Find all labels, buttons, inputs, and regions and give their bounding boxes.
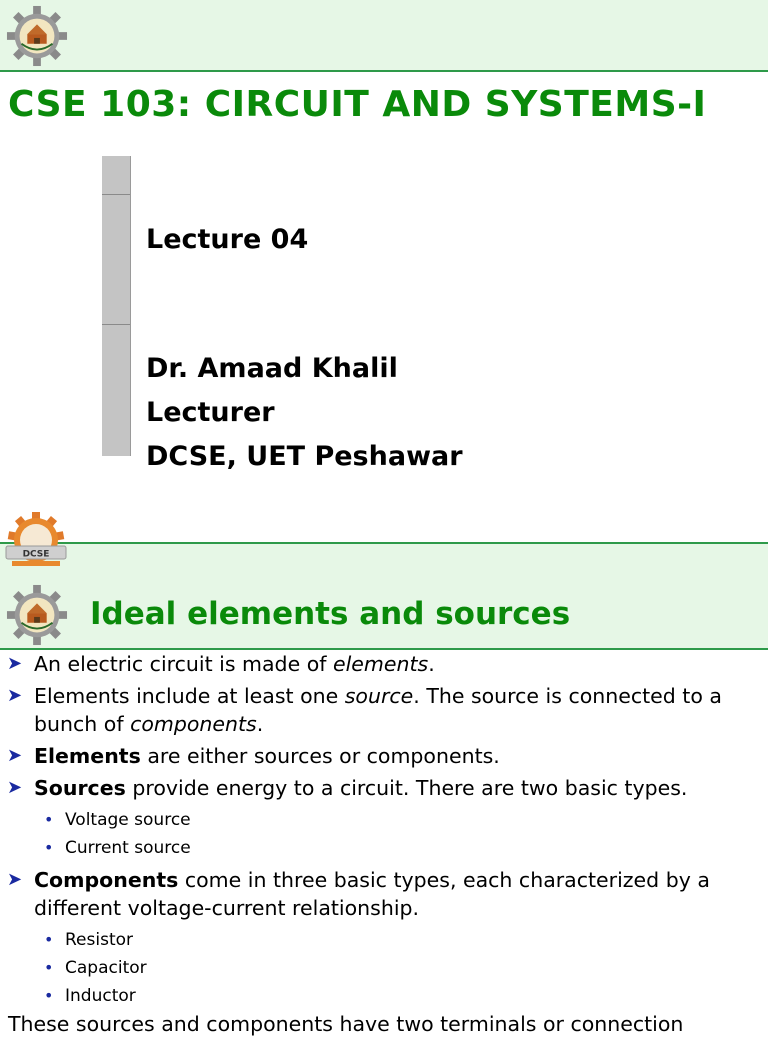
lecture-number: Lecture 04 — [146, 224, 309, 255]
slide-2-header — [0, 542, 768, 650]
instructor-role: Lecturer — [146, 397, 275, 428]
dcse-logo-text: DCSE — [22, 549, 50, 560]
arrow-bullet-icon: ➤ — [7, 745, 23, 766]
dot-bullet-icon: • — [44, 930, 54, 949]
sub-list-item: • Inductor — [0, 982, 768, 1010]
dot-bullet-icon: • — [44, 958, 54, 977]
sub-list-item: • Resistor — [0, 926, 768, 954]
bar-divider — [102, 194, 130, 195]
sub-list-item: • Current source — [0, 834, 768, 862]
arrow-bullet-icon: ➤ — [7, 685, 23, 706]
sub-list-item: • Voltage source — [0, 806, 768, 834]
instructor-name: Dr. Amaad Khalil — [146, 353, 398, 384]
list-item: ➤ Sources provide energy to a circuit. There are two basic types. — [7, 776, 688, 800]
list-item: ➤ Elements are either sources or components. — [7, 744, 500, 768]
department: DCSE, UET Peshawar — [146, 441, 463, 472]
list-item: ➤ Components come in three basic types, each characterized by a different voltage-current relationship. — [7, 868, 710, 920]
uet-gear-logo — [6, 5, 68, 67]
uet-gear-logo — [6, 584, 68, 646]
list-item-partial: These sources and components have two terminals or connection — [8, 1012, 684, 1036]
bar-divider — [102, 324, 130, 325]
dot-bullet-icon: • — [44, 838, 54, 857]
dcse-logo — [2, 512, 70, 572]
bullet-list — [0, 650, 768, 1042]
dot-bullet-icon: • — [44, 810, 54, 829]
vertical-accent-bar — [102, 156, 131, 456]
arrow-bullet-icon: ➤ — [7, 777, 23, 798]
dot-bullet-icon: • — [44, 986, 54, 1005]
list-item: ➤ An electric circuit is made of elements. — [7, 652, 435, 676]
course-title: CSE 103: CIRCUIT AND SYSTEMS-I — [8, 84, 707, 125]
list-item: ➤ Elements include at least one source. The source is connected to a bunch of components. — [7, 684, 722, 736]
sub-list-item: • Capacitor — [0, 954, 768, 982]
arrow-bullet-icon: ➤ — [7, 869, 23, 890]
slide-2-title: Ideal elements and sources — [90, 596, 571, 632]
slide-1-header — [0, 0, 768, 72]
arrow-bullet-icon: ➤ — [7, 653, 23, 674]
